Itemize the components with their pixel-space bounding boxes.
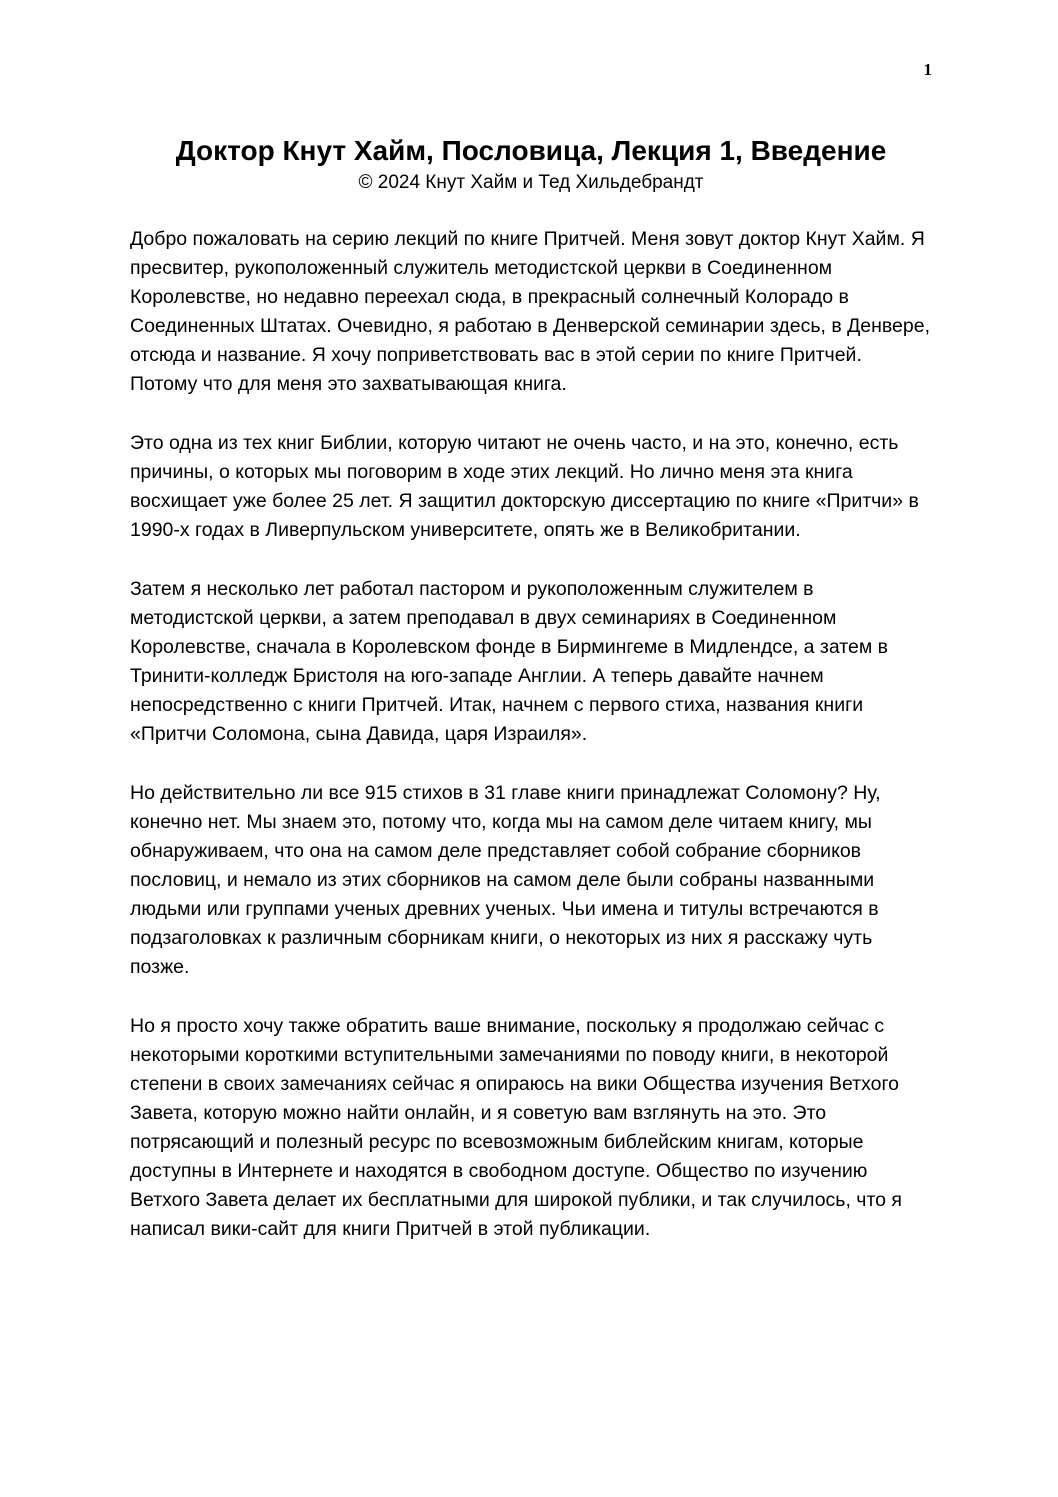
paragraph: Но действительно ли все 915 стихов в 31 главе книги принадлежат Соломону? Ну, конечно нет. Мы знаем это, потому что, когда мы на самом деле читаем книгу, мы обнаруживаем, что она на самом деле представляет собой собрание сборников пословиц, и немало из этих сборников на самом деле были собраны названными людьми или группами ученых древних ученых. Чьи имена и титулы встречаются в подзаголовках к различным сборникам книги, о некоторых из них я расскажу чуть позже. xyxy=(130,782,881,978)
paragraph: Это одна из тех книг Библии, которую читают не очень часто, и на это, конечно, есть причины, о которых мы поговорим в ходе этих лекций. Но лично меня эта книга восхищает уже более 25 лет. Я защитил докторскую диссертацию по книге «Притчи» в 1990-х годах в Ливерпульском университете, опять же в Великобритании. xyxy=(130,432,919,541)
copyright-line: © 2024 Кнут Хайм и Тед Хильдебрандт xyxy=(358,172,704,193)
document-title: Доктор Кнут Хайм, Пословица, Лекция 1, Введение xyxy=(175,135,887,166)
paragraph: Добро пожаловать на серию лекций по книге Притчей. Меня зовут доктор Кнут Хайм. Я пресвитер, рукоположенный служитель методистской церкви в Соединенном Королевстве, но недавно переехал сюда, в прекрасный солнечный Колорадо в Соединенных Штатах. Очевидно, я работаю в Денверской семинарии здесь, в Денвере, отсюда и название. Я хочу поприветствовать вас в этой серии по книге Притчей. Потому что для меня это захватывающая книга. xyxy=(130,228,931,395)
page-number: 1 xyxy=(923,60,932,79)
paragraph: Но я просто хочу также обратить ваше внимание, поскольку я продолжаю сейчас с некоторыми короткими вступительными замечаниями по поводу книги, в некоторой степени в своих замечаниях сейчас я опираюсь на вики Общества изучения Ветхого Завета, которую можно найти онлайн, и я советую вам взглянуть на это. Это потрясающий и полезный ресурс по всевозможным библейским книгам, которые доступны в Интернете и находятся в свободном доступе. Общество по изучению Ветхого Завета делает их бесплатными для широкой публики, и так случилось, что я написал вики-сайт для книги Притчей в этой публикации. xyxy=(130,1015,902,1240)
paragraph: Затем я несколько лет работал пастором и рукоположенным служителем в методистской церкви, а затем преподавал в двух семинариях в Соединенном Королевстве, сначала в Королевском фонде в Бирмингеме в Мидлендсе, а затем в Тринити-колледж Бристоля на юго-западе Англии. А теперь давайте начнем непосредственно с книги Притчей. Итак, начнем с первого стиха, названия книги «Притчи Соломона, сына Давида, царя Израиля». xyxy=(130,578,889,745)
body-text xyxy=(130,225,932,1244)
